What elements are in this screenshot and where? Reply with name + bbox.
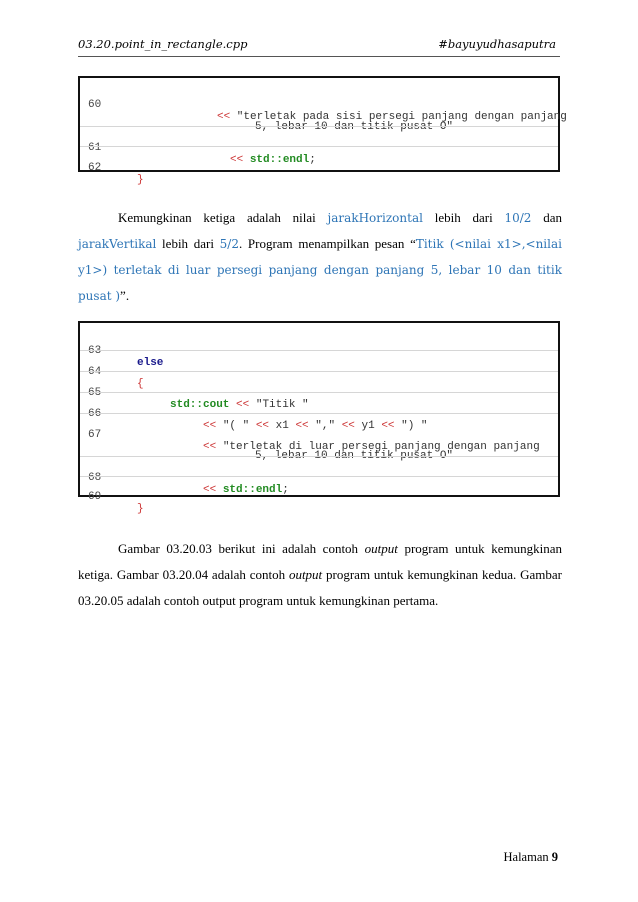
code-line: 5, lebar 10 dan titik pusat O" (255, 450, 454, 462)
code-divider (80, 126, 558, 127)
paragraph-2: Gambar 03.20.03 berikut ini adalah contoh output program untuk kemungkinan ketiga. Gambar 03.20.04 adalah contoh output program untuk kemungkinan kedua. Gambar 03.20.05 adalah contoh output program untuk kemungkinan pertama. (78, 541, 562, 608)
line-number: 61 (88, 142, 102, 154)
output-message: Titik (<nilai x1>,<nilai y1>) terletak di luar persegi panjang dengan panjang 5, lebar 10 dan titik pusat ) (78, 237, 562, 303)
line-number: 67 (88, 429, 102, 441)
value-5-2: 5/2 (219, 237, 239, 251)
page-footer (504, 850, 559, 865)
code-divider (80, 371, 558, 372)
code-string: "terletak pada sisi persegi panjang dengan panjang (230, 111, 567, 123)
line-number: 66 (88, 408, 102, 420)
variable-jarak-vertikal: jarakVertikal (78, 237, 157, 251)
code-divider (80, 413, 558, 414)
code-operator: << (230, 154, 244, 166)
line-number: 64 (88, 366, 102, 378)
code-block-2 (78, 321, 560, 515)
code-string: "Titik " (255, 399, 309, 411)
variable-jarak-horizontal: jarakHorizontal (327, 211, 423, 225)
line-number: 69 (88, 491, 102, 503)
paragraph-1: Kemungkinan ketiga adalah nilai jarakHorizontal lebih dari 10/2 dan jarakVertikal lebih dari 5/2. Program menampilkan pesan “Titik (<nilai x1>,<nilai y1>) terletak di luar persegi panjang dengan panjang 5, lebar 10 dan titik pusat )”. (78, 210, 562, 303)
value-10-2: 10/2 (504, 211, 532, 225)
line-number: 60 (88, 99, 102, 111)
header-rule (78, 56, 560, 57)
code-block-1 (78, 76, 567, 186)
code-line: 66 << "( " << x1 << "," << y1 << ") " (88, 408, 428, 432)
line-number: 65 (88, 387, 102, 399)
code-divider (80, 146, 558, 147)
line-number: 68 (88, 472, 102, 484)
page-number: 9 (551, 850, 558, 864)
code-brace: { (137, 378, 144, 390)
page-header-right: #bayuyudhasaputra (438, 37, 556, 51)
code-line: 61 << std::endl; (88, 142, 316, 166)
code-operator: << (236, 399, 250, 411)
code-line (80, 150, 558, 198)
code-brace: } (137, 174, 144, 186)
code-namespace: std::endl (249, 154, 310, 166)
code-namespace: std::cout (170, 399, 230, 411)
code-divider (80, 392, 558, 393)
code-keyword: else (137, 357, 164, 369)
code-divider (80, 476, 558, 477)
code-divider (80, 350, 558, 351)
code-line: 68 << std::endl; (88, 472, 289, 496)
code-line: 69 } (88, 491, 144, 515)
line-number: 62 (88, 162, 102, 174)
code-string: 5, lebar 10 dan titik pusat O" (255, 121, 454, 133)
code-line: 67 << "terletak di luar persegi panjang dengan panjang (88, 429, 540, 453)
code-divider (80, 456, 558, 457)
line-number: 63 (88, 345, 102, 357)
footer-label: Halaman (503, 850, 549, 864)
page-header-left: 03.20.point_in_rectangle.cpp (78, 37, 248, 51)
code-operator: << (217, 111, 231, 123)
